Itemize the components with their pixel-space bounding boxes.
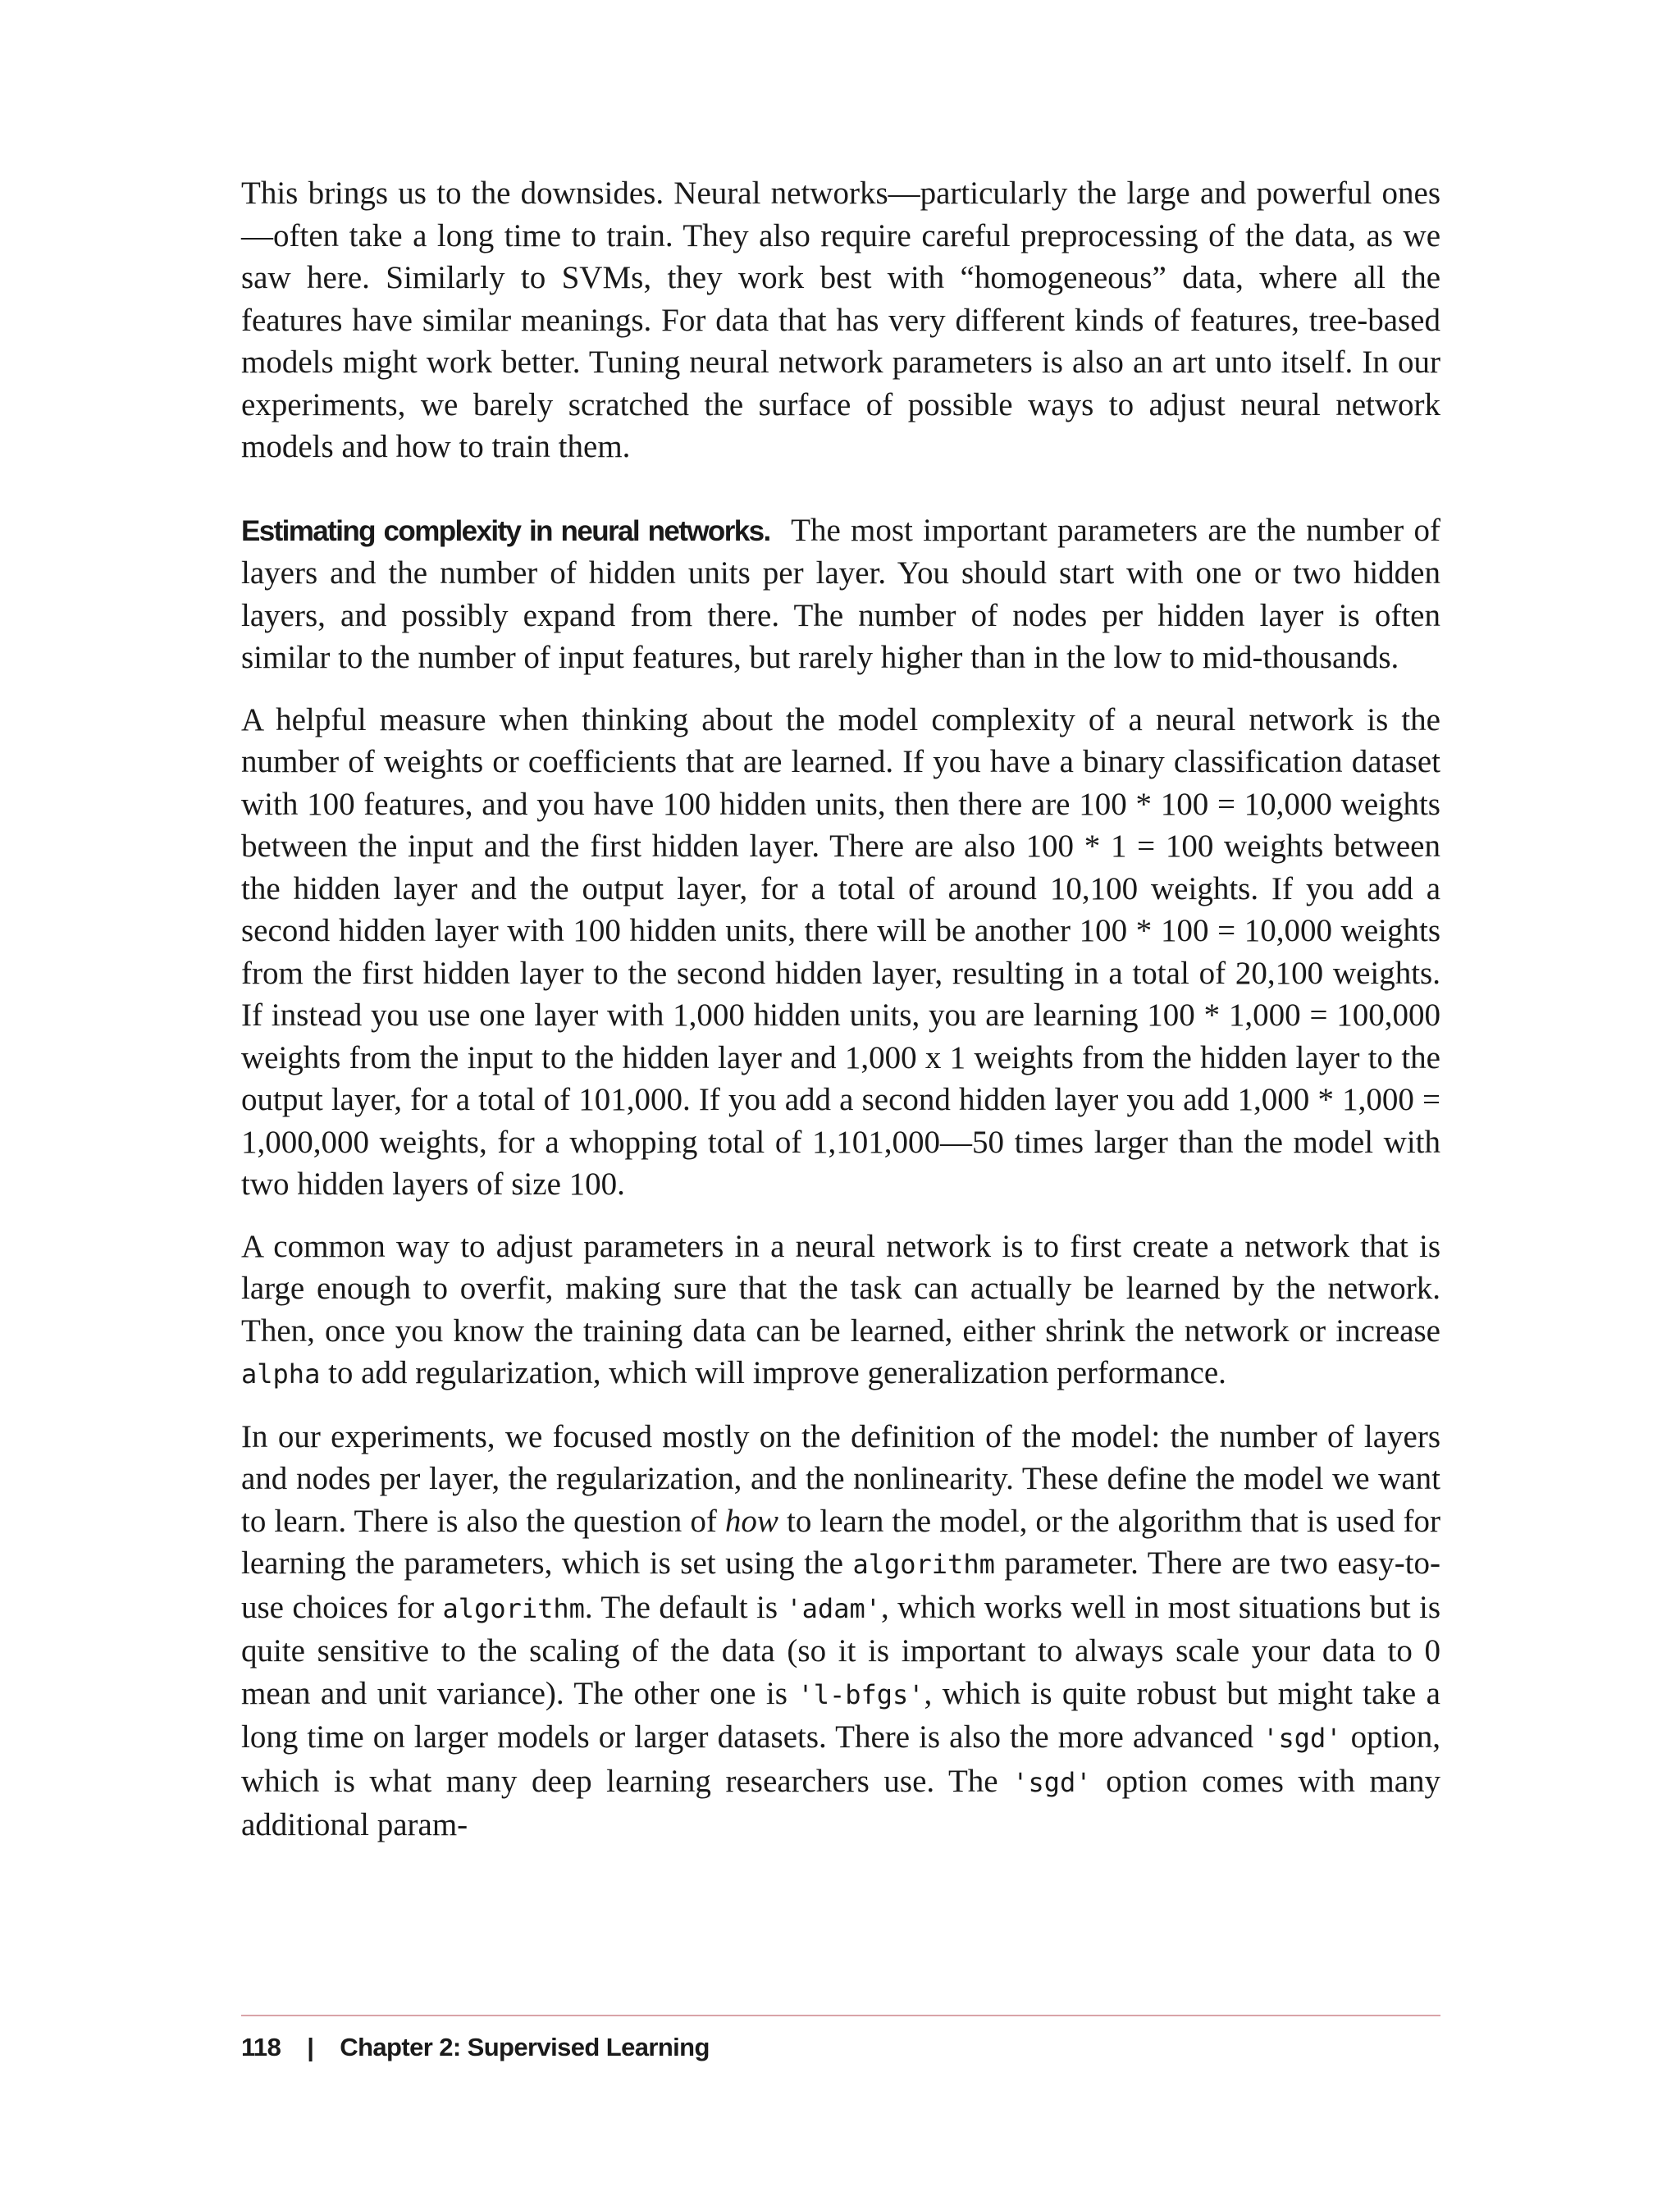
code-sgd: 'sgd' — [1262, 1723, 1342, 1754]
text-run: to learn the model, or the algorithm that is used for learning the parameters, which is set using the — [241, 1503, 1441, 1581]
text-run: parameter. There are two easy-to-use choices for — [241, 1545, 1441, 1625]
page-number: 118 — [241, 2033, 281, 2061]
code-lbfgs: 'l-bfgs' — [797, 1678, 924, 1710]
code-alpha: alpha — [241, 1358, 321, 1390]
text-run: A common way to adjust parameters in a neural network is to first create a network that is large enough to overfit, making sure that the task can actually be learned by the network. Then, once you know the training data can be learned, either shrink the network or increase — [241, 1228, 1440, 1349]
text-run: In our experiments, we focused mostly on the definition of the model: the number of layers and nodes per layer, the regularization, and the nonlinearity. These define the model we want to learn. There is also the question of — [241, 1418, 1440, 1539]
body-text — [241, 172, 1440, 1847]
paragraph-weights-count — [241, 699, 1440, 1206]
paragraph-downsides-text: This brings us to the downsides. Neural networks—particularly the large and powerful ones—often take a long time to train. They also require careful preprocessing of the data, as we saw here. Similarly to SVMs, they work best with “homogeneous” data, where all the features have similar meanings. For data that has very different kinds of features, tree-based models might work better. Tuning neural network parameters is also an art unto itself. In our experiments, we barely scratched the surface of possible ways to adjust neural network models and how to train them. — [241, 176, 1440, 464]
footer-separator: | — [307, 2033, 314, 2061]
chapter-title: Chapter 2: Supervised Learning — [340, 2033, 710, 2061]
paragraph-estimating-complexity — [241, 509, 1440, 679]
code-sgd: 'sgd' — [1012, 1766, 1092, 1798]
section-heading-estimating-complexity: Estimating complexity in neural networks. — [241, 514, 770, 547]
text-run: option comes with many additional param- — [241, 1763, 1441, 1842]
emphasis-how: how — [724, 1503, 778, 1539]
text-run: option, which is what many deep learning researchers use. The — [241, 1719, 1440, 1799]
text-run: . The default is — [584, 1589, 778, 1625]
text-run: , which works well in most situations but is quite sensitive to the scaling of the data (so it is important to always scale your data to 0 mean and unit variance). The other one is — [241, 1589, 1441, 1711]
code-adam: 'adam' — [786, 1592, 881, 1624]
footer-divider — [241, 2015, 1440, 2016]
paragraph-algorithm — [241, 1416, 1440, 1847]
paragraph-downsides — [241, 172, 1440, 468]
paragraph-adjust-parameters — [241, 1226, 1440, 1396]
code-algorithm: algorithm — [442, 1592, 585, 1624]
page-footer — [241, 2033, 710, 2062]
code-algorithm: algorithm — [852, 1549, 995, 1580]
paragraph-weights-count-text: A helpful measure when thinking about the model complexity of a neural network is the number of weights or coefficients that are learned. If you have a binary classification dataset with 100 features, and you have 100 hidden units, then there are 100 * 100 = 10,000 weights between the input and the first hidden layer. There are also 100 * 1 = 100 weights between the hidden layer and the output layer, for a total of around 10,100 weights. If you add a second hidden layer with 100 hidden units, there will be another 100 * 100 = 10,000 weights from the first hidden layer to the second hidden layer, resulting in a total of 20,100 weights. If instead you use one layer with 1,000 hidden units, you are learning 100 * 1,000 = 100,000 weights from the input to the hidden layer and 1,000 x 1 weights from the hidden layer to the output layer, for a total of 101,000. If you add a second hidden layer you add 1,000 * 1,000 = 1,000,000 weights, for a whopping total of 1,101,000—50 times larger than the model with two hidden layers of size 100. — [241, 701, 1440, 1202]
text-run: to add regularization, which will improve generalization performance. — [328, 1355, 1226, 1390]
paragraph-estimating-complexity-text: The most important parameters are the number of layers and the number of hidden units per layer. You should start with one or two hidden layers, and possibly expand from there. The number of nodes per hidden layer is often similar to the number of input features, but rarely higher than in the low to mid-thousands. — [241, 512, 1440, 675]
text-run: , which is quite robust but might take a long time on larger models or larger datasets. There is also the more advanced — [241, 1675, 1440, 1755]
